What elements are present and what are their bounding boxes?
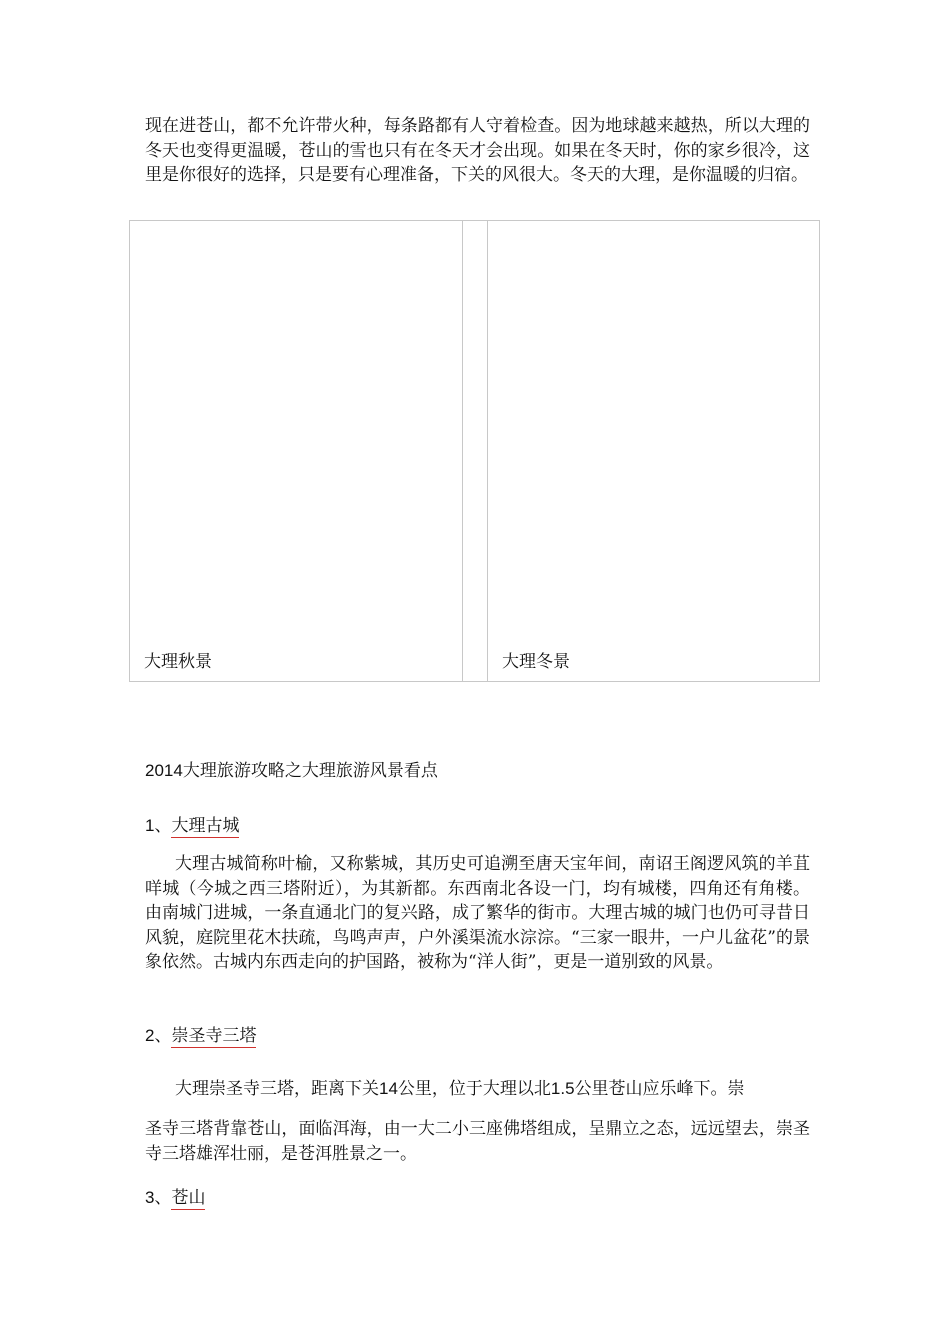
- item-body-2a-part1: 大理崇圣寺三塔，距离下关: [175, 1079, 379, 1099]
- item-link-cangshan[interactable]: 苍山: [171, 1188, 206, 1208]
- headline-text: 大理旅游攻略之大理旅游风景看点: [182, 761, 438, 781]
- item-body-2a-part3: 公里苍山应乐峰下。崇: [574, 1079, 745, 1099]
- intro-paragraph: 现在进苍山，都不允许带火种，每条路都有人守着检查。因为地球越来越热，所以大理的冬天也变得更温暖，苍山的雪也只有在冬天才会出现。如果在冬天时，你的家乡很冷，这里是你很好的选择，只是要有心理准备，下关的风很大。冬天的大理，是你温暖的归宿。: [145, 116, 810, 185]
- item-heading-1: [145, 814, 239, 838]
- item-body-2a-distance2: 1.5: [550, 1079, 575, 1098]
- item-body-2a-part2: 公里，位于大理以北: [397, 1079, 551, 1099]
- photo-cell-autumn: [129, 220, 463, 682]
- section-headline: [145, 759, 438, 783]
- item-heading-3: [145, 1186, 205, 1210]
- item-link-three-pagodas[interactable]: 崇圣寺三塔: [171, 1026, 257, 1046]
- item-link-dali-old-town[interactable]: 大理古城: [171, 816, 240, 836]
- headline-year: 2014: [145, 761, 183, 780]
- item-body-2b: 圣寺三塔背靠苍山，面临洱海，由一大二小三座佛塔组成，呈鼎立之态，远远望去，崇圣寺三塔雄浑壮丽，是苍洱胜景之一。: [145, 1119, 810, 1164]
- photo-caption-winter: 大理冬景: [502, 652, 570, 672]
- item-number-2: 2、: [145, 1026, 172, 1045]
- item-number-3: 3、: [145, 1188, 172, 1207]
- item-body-1: 大理古城简称叶榆，又称紫城，其历史可追溯至唐天宝年间，南诏王阁逻风筑的羊苴咩城（今城之西三塔附近），为其新都。东西南北各设一门，均有城楼，四角还有角楼。由南城门进城，一条直通北门的复兴路，成了繁华的街市。大理古城的城门也仍可寻昔日风貌，庭院里花木扶疏，鸟鸣声声，户外溪渠流水淙淙。“三家一眼井，一户儿盆花”的景象依然。古城内东西走向的护国路，被称为“洋人街”，更是一道别致的风景。: [145, 854, 810, 972]
- item-body-2a: [145, 1077, 810, 1102]
- item-heading-2: [145, 1024, 256, 1048]
- item-body-2a-distance: 14: [379, 1079, 398, 1098]
- item-number-1: 1、: [145, 816, 172, 835]
- photo-table: [129, 220, 820, 682]
- photo-table-spacer: [462, 220, 488, 682]
- photo-caption-autumn: 大理秋景: [144, 652, 212, 672]
- photo-cell-winter: [487, 220, 820, 682]
